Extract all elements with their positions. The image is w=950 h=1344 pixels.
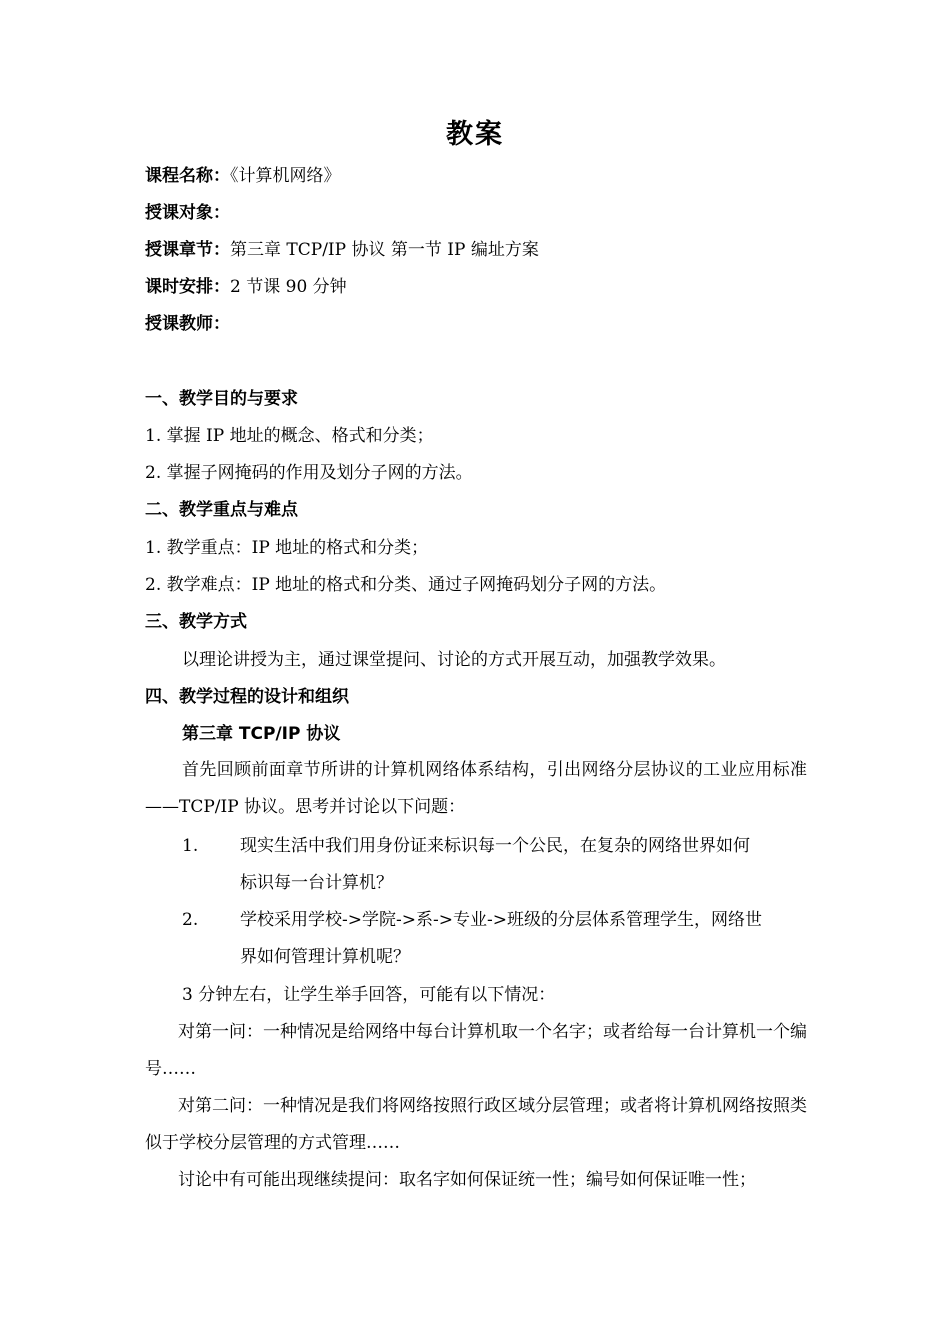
hours-row [145,275,347,299]
course-name-row [145,164,341,188]
section-1-heading: 一、教学目的与要求 [145,389,298,409]
chapter-label: 授课章节： [145,240,230,260]
teacher-row [145,312,230,336]
paragraph-answer-time: 3 分钟左右，让学生举手回答，可能有以下情况： [182,985,556,1005]
section-1-item-2: 2. 掌握子网掩码的作用及划分子网的方法。 [145,463,473,483]
question-1-line-1: 现实生活中我们用身份证来标识每一个公民，在复杂的网络世界如何 [240,836,750,856]
audience-label: 授课对象： [145,203,230,223]
question-1-number: 1. [182,836,199,856]
section-3-text: 以理论讲授为主，通过课堂提问、讨论的方式开展互动，加强教学效果。 [182,650,726,670]
section-3-heading: 三、教学方式 [145,612,247,632]
section-2-item-1: 1. 教学重点：IP 地址的格式和分类； [145,538,429,558]
paragraph-intro: 首先回顾前面章节所讲的计算机网络体系结构，引出网络分层协议的工业应用标准——TCP/IP 协议。思考并讨论以下问题： [145,760,807,817]
section-4-heading: 四、教学过程的设计和组织 [145,687,349,707]
section-2-heading: 二、教学重点与难点 [145,500,298,520]
question-2-line-1: 学校采用学校->学院->系->专业->班级的分层体系管理学生，网络世 [240,910,762,930]
teacher-label: 授课教师： [145,314,230,334]
hours-label: 课时安排： [145,277,230,297]
section-1-item-1: 1. 掌握 IP 地址的概念、格式和分类； [145,426,434,446]
paragraph-follow-up: 讨论中有可能出现继续提问：取名字如何保证统一性；编号如何保证唯一性； [178,1170,756,1190]
document-title: 教案 [446,119,504,150]
course-name-value: 《计算机网络》 [230,166,341,186]
chapter-row [145,238,539,262]
hours-value: 2 节课 90 分钟 [230,277,347,297]
question-1-line-2: 标识每一台计算机？ [240,873,393,893]
paragraph-first-question: 对第一问：一种情况是给网络中每台计算机取一个名字；或者给每一台计算机一个编号…… [145,1022,807,1079]
paragraph-second-question: 对第二问：一种情况是我们将网络按照行政区域分层管理；或者将计算机网络按照类似于学校分层管理的方式管理…… [145,1096,807,1153]
course-name-label: 课程名称： [145,166,230,186]
section-4-chapter-title: 第三章 TCP/IP 协议 [182,724,341,744]
audience-row [145,201,230,225]
question-2-number: 2. [182,910,199,930]
section-2-item-2: 2. 教学难点：IP 地址的格式和分类、通过子网掩码划分子网的方法。 [145,575,667,595]
chapter-value: 第三章 TCP/IP 协议 第一节 IP 编址方案 [230,240,539,260]
question-2-line-2: 界如何管理计算机呢？ [240,947,410,967]
